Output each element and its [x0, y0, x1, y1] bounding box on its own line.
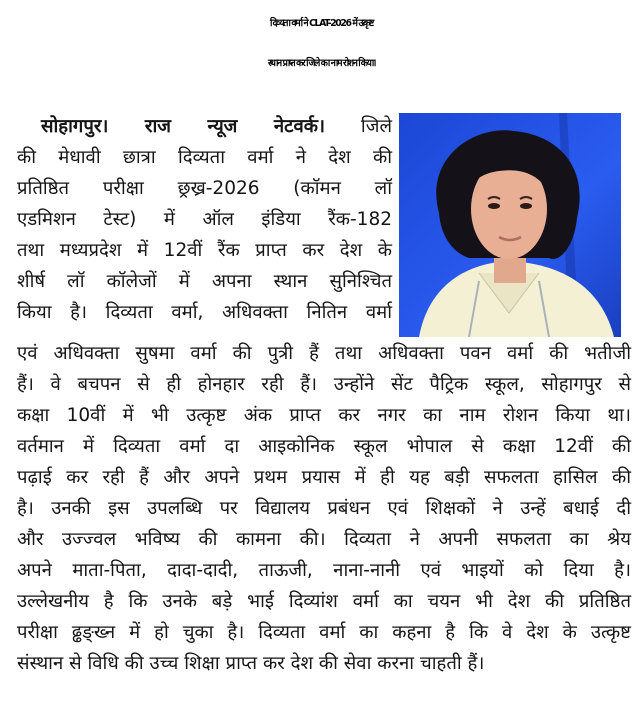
dateline: सोहागपुर। राज न्यूज नेटवर्क।: [41, 116, 325, 137]
article-line: किया है। दिव्यता वर्मा, अधिवक्ता नितिन वर्मा: [17, 302, 392, 323]
student-portrait-illustration: [399, 113, 621, 337]
headline-line-2: स्थान प्राप्त कर जिले का नाम रोशन किया।: [267, 58, 376, 69]
student-photo: [399, 113, 621, 337]
headline: [0, 4, 643, 84]
article-line: वर्तमान में दिव्यता वर्मा दा आइकोनिक स्कूल भोपाल से कक्षा 12वीं की: [17, 436, 631, 457]
article-line: और उज्ज्वल भविष्य की कामना की। दिव्यता ने अपनी सफलता का श्रेय: [17, 529, 631, 550]
article-line: है। उनकी इस उपलब्धि पर विद्यालय प्रबंधन एवं शिक्षकों ने उन्हें बधाई दी: [17, 498, 631, 519]
article-line: कक्षा 10वीं में भी उत्कृष्ट अंक प्राप्त कर नगर का नाम रोशन किया था।: [17, 405, 631, 426]
headline-line-1: दिव्यता वर्मा ने CLAT-2026 में उत्कृष्ट: [270, 18, 373, 29]
article-line: शीर्ष लॉ कॉलेजों में अपना स्थान सुनिश्चित: [17, 271, 392, 292]
article-line: एवं अधिवक्ता सुषमा वर्मा की पुत्री हैं तथा अधिवक्ता पवन वर्मा की भतीजी: [17, 343, 631, 364]
article-line: [17, 112, 392, 142]
article-text: जिले: [325, 116, 392, 137]
article-line: की मेधावी छात्रा दिव्यता वर्मा ने देश की: [17, 147, 392, 168]
article-line: हैं। वे बचपन से ही होनहार रही हैं। उन्होंने सेंट पैट्रिक स्कूल, सोहागपुर से: [17, 374, 631, 395]
article-line: अपने माता-पिता, दादा-दादी, ताऊजी, नाना-नानी एवं भाइयों को दिया है।: [17, 560, 631, 581]
article-line: एडमिशन टेस्ट) में ऑल इंडिया रैंक-182: [17, 209, 392, 230]
article-line: परीक्षा ढ्ढङ्ख्न में हो चुका है। दिव्यता वर्मा का कहना है कि वे देश के उत्कृष्ट: [17, 622, 631, 643]
article-line: तथा मध्यप्रदेश में 12वीं रैंक प्राप्त कर देश के: [17, 240, 392, 261]
article-line: उल्लेखनीय है कि उनके बड़े भाई दिव्यांश वर्मा का चयन भी देश की प्रतिष्ठित: [17, 591, 631, 612]
article-line: संस्थान से विधि की उच्च शिक्षा प्राप्त कर देश की सेवा करना चाहती हैं।: [17, 653, 485, 674]
article-line: पढ़ाई कर रही हैं और अपने प्रथम प्रयास में ही यह बड़ी सफलता हासिल की: [17, 467, 631, 488]
article-line: प्रतिष्ठित परीक्षा छ्रख्र-2026 (कॉमन लॉ: [17, 178, 392, 199]
